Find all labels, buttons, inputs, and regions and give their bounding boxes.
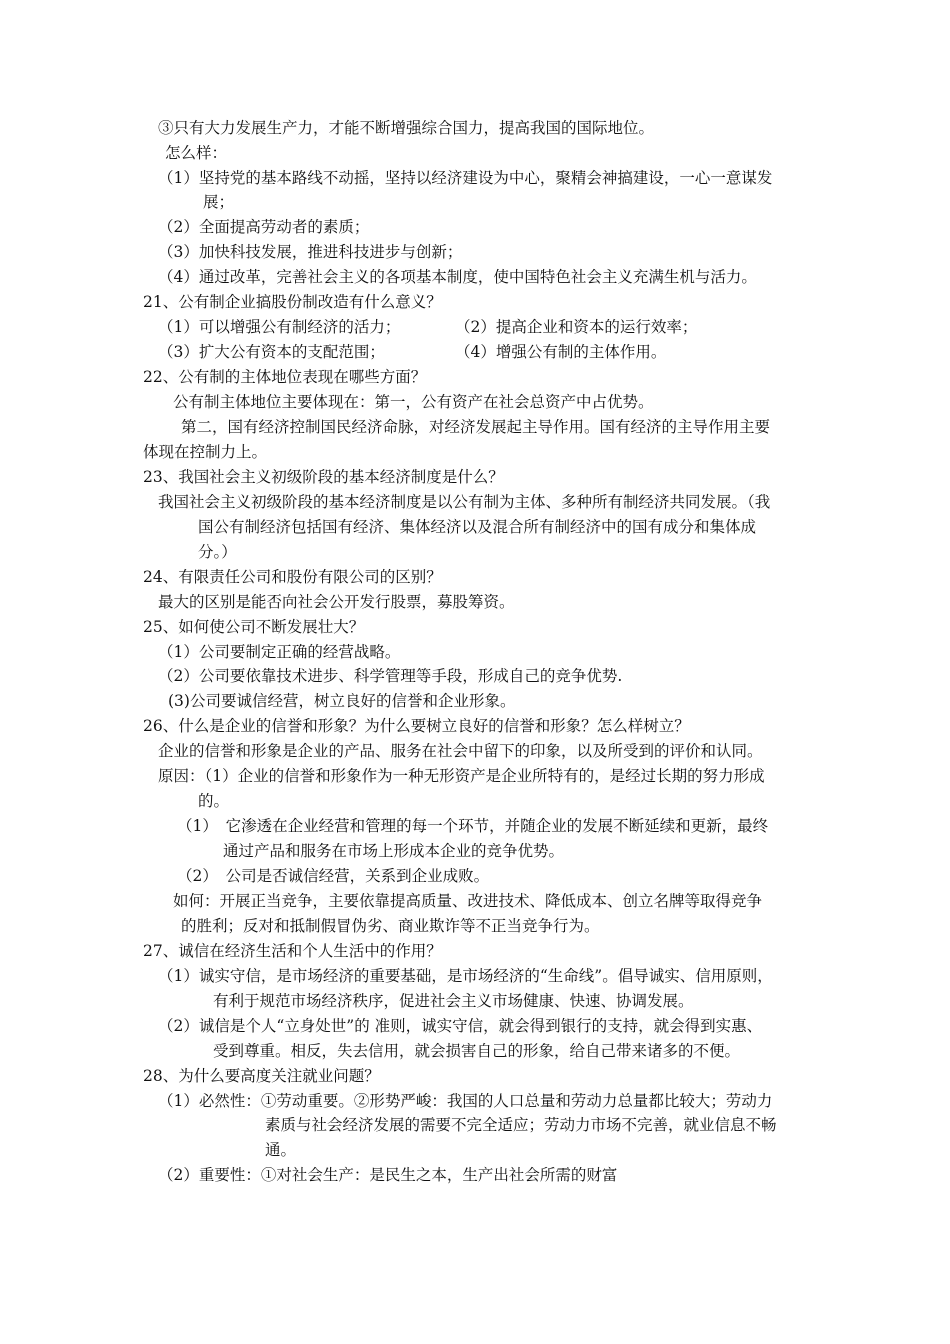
text-line: 的胜利；反对和抵制假冒伪劣、商业欺诈等不正当竞争行为。 [181, 917, 600, 935]
text-line: 国公有制经济包括国有经济、集体经济以及混合所有制经济中的国有成分和集体成 [198, 518, 757, 536]
text-line: （2）公司要依靠技术进步、科学管理等手段，形成自己的竞争优势. [158, 667, 623, 685]
text-line: 怎么样： [165, 144, 228, 162]
text-line: （2）诚信是个人“立身处世”的 准则，诚实守信，就会得到银行的支持，就会得到实惠、 [158, 1017, 763, 1035]
text-line: 公有制主体地位主要体现在：第一，公有资产在社会总资产中占优势。 [173, 393, 654, 411]
text-line: （1）公司要制定正确的经营战略。 [158, 643, 401, 661]
text-line: (3)公司要诚信经营，树立良好的信誉和企业形象。 [168, 692, 516, 710]
text-line: （2）提高企业和资本的运行效率； [455, 318, 698, 336]
text-line: 有利于规范市场经济秩序，促进社会主义市场健康、快速、协调发展。 [213, 992, 694, 1010]
text-line: （3）加快科技发展，推进科技进步与创新； [158, 243, 463, 261]
text-line: 如何：开展正当竞争，主要依靠提高质量、改进技术、降低成本、创立名牌等取得竞争 [173, 892, 763, 910]
text-line: 素质与社会经济发展的需要不完全适应；劳动力市场不完善，就业信息不畅 [265, 1116, 777, 1134]
text-line: （2） 公司是否诚信经营，关系到企业成败。 [177, 867, 490, 885]
text-line: 受到尊重。相反，失去信用，就会损害自己的形象，给自己带来诸多的不便。 [213, 1042, 741, 1060]
text-line: （2）全面提高劳动者的素质； [158, 218, 370, 236]
text-line: 最大的区别是能否向社会公开发行股票，募股筹资。 [158, 593, 515, 611]
text-line: 原因：（1）企业的信誉和形象作为一种无形资产是企业所特有的，是经过长期的努力形成 [158, 767, 765, 785]
text-line: （1）必然性：①劳动重要。②形势严峻：我国的人口总量和劳动力总量都比较大；劳动力 [158, 1092, 773, 1110]
text-line: 第二，国有经济控制国民经济命脉，对经济发展起主导作用。国有经济的主导作用主要 [181, 418, 771, 436]
question-heading: 28、为什么要高度关注就业问题？ [143, 1067, 380, 1085]
text-line: （3）扩大公有资本的支配范围； [158, 343, 385, 361]
question-heading: 25、如何使公司不断发展壮大？ [143, 618, 365, 636]
text-line: （1） 它渗透在企业经营和管理的每一个环节，并随企业的发展不断延续和更新，最终 [177, 817, 769, 835]
question-heading: 27、诚信在经济生活和个人生活中的作用？ [143, 942, 442, 960]
question-heading: 22、公有制的主体地位表现在哪些方面？ [143, 368, 427, 386]
question-heading: 21、公有制企业搞股份制改造有什么意义？ [143, 293, 442, 311]
question-heading: 23、我国社会主义初级阶段的基本经济制度是什么？ [143, 468, 504, 486]
text-line: （4）通过改革，完善社会主义的各项基本制度，使中国特色社会主义充满生机与活力。 [158, 268, 757, 286]
text-line: （4）增强公有制的主体作用。 [455, 343, 667, 361]
text-line: 展； [203, 193, 235, 211]
text-line: 通过产品和服务在市场上形成本企业的竞争优势。 [223, 842, 565, 860]
text-line: （1）坚持党的基本路线不动摇，坚持以经济建设为中心，聚精会神搞建设，一心一意谋发 [158, 169, 773, 187]
question-heading: 24、有限责任公司和股份有限公司的区别？ [143, 568, 442, 586]
text-line: 通。 [265, 1141, 297, 1159]
text-line: 体现在控制力上。 [143, 443, 268, 461]
text-line: 企业的信誉和形象是企业的产品、服务在社会中留下的印象，以及所受到的评价和认同。 [158, 742, 763, 760]
text-line: 的。 [198, 792, 230, 810]
text-line: （2）重要性：①对社会生产：是民生之本，生产出社会所需的财富 [158, 1166, 618, 1184]
question-heading: 26、什么是企业的信誉和形象？为什么要树立良好的信誉和形象？怎么样树立？ [143, 717, 690, 735]
text-line: 分。） [198, 543, 237, 561]
text-line: （1）可以增强公有制经济的活力； [158, 318, 401, 336]
text-line: ③只有大力发展生产力，才能不断增强综合国力，提高我国的国际地位。 [158, 119, 655, 137]
text-line: 我国社会主义初级阶段的基本经济制度是以公有制为主体、多种所有制经济共同发展。（我 [158, 493, 771, 511]
text-line: （1）诚实守信，是市场经济的重要基础，是市场经济的“生命线”。倡导诚实、信用原则， [158, 967, 773, 985]
